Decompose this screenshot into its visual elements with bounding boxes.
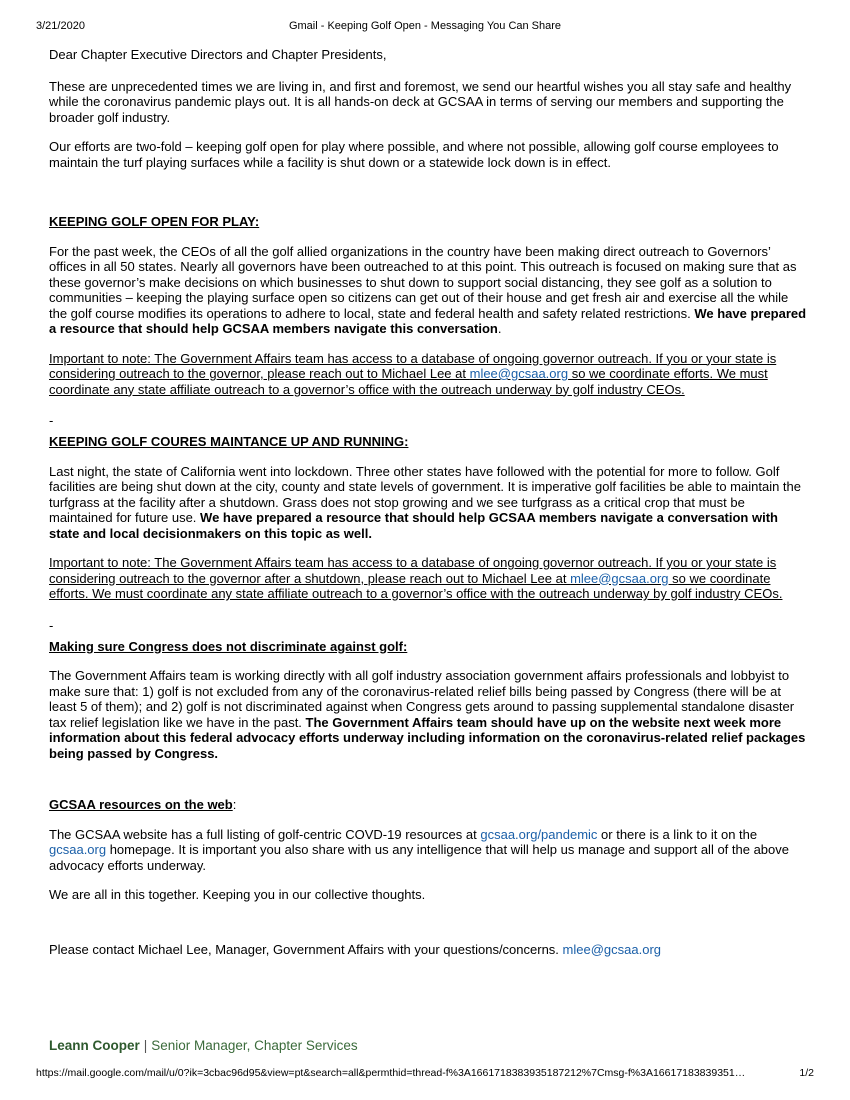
section4-body [49,827,809,874]
section1-body-bold: We have prepared a resource that should help GCSAA members navigate this conversation [49,305,807,336]
signature-role: Senior Manager, Chapter Services [151,1038,358,1053]
section4-body-c: homepage. It is important you also share with us any intelligence that will help us manage and support all of the above advocacy efforts underway. [49,842,789,873]
section-heading-keeping-golf-open: KEEPING GOLF OPEN FOR PLAY: [49,214,260,229]
contact-text: Please contact Michael Lee, Manager, Government Affairs with your questions/concerns. [49,941,563,957]
section1-email-link[interactable]: mlee@gcsaa.org [469,366,569,381]
section-heading-congress: Making sure Congress does not discriminate against golf: [49,638,408,654]
print-date: 3/21/2020 [36,20,85,32]
signature-separator: | [143,1038,148,1053]
section1-body-text: For the past week, the CEOs of all the golf allied organizations in the country have been making direct outreach to Governors’ offices in all 50 states. Nearly all governors have been outreached to at this point. This outreach is focused on making sure that as these governor’s make decisions on which businesses to shut down to support social distancing, they see golf as a solution to communities – keeping the playing surface open so citizens can get out of their house and get fresh air and exercise all the while the golf course modifies its operations to adhere to local, state and federal health and safety related restrictions. [49,243,797,321]
gcsaa-homepage-link[interactable]: gcsaa.org [49,842,107,857]
section2-dash: - [49,617,54,633]
print-header [36,19,814,33]
signature-name: Leann Cooper [49,1038,140,1053]
section-heading-resources-line [49,797,809,813]
pandemic-resources-link[interactable]: gcsaa.org/pandemic [480,826,598,842]
section2-note-text-a: Important to note: The Government Affairs team has access to a database of ongoing governor outreach. If you or your state is considering outreach to the governor after a shutdown, please reach out to Michael Lee at [49,555,777,586]
section3-body-text: The Government Affairs team is working directly with all golf industry association government affairs professionals and lobbyist to make sure that: 1) golf is not excluded from any of the coronavirus-related relief bills being passed by Congress (there will be at least 5 of them); and 2) golf is not discriminated against when Congress gets around to passing supplemental standalone disaster tax relief legislation like we have in the past. [49,668,795,730]
section3-body-bold: The Government Affairs team should have up on the website next week more information about this federal advocacy efforts underway including information on the coronavirus-related relief packages being passed by Congress. [49,714,806,761]
section4-body-b: or there is a link to it on the [597,826,758,842]
section2-note [49,555,809,602]
contact-email-link[interactable]: mlee@gcsaa.org [562,941,662,957]
contact-line [49,942,809,958]
print-footer [36,1066,814,1080]
section-heading-resources: GCSAA resources on the web [49,797,233,812]
section4-body-a: The GCSAA website has a full listing of golf-centric COVD-19 resources at [49,826,481,842]
section2-body [49,464,809,542]
section2-email-link[interactable]: mlee@gcsaa.org [570,570,669,586]
section2-note-text-b: so we coordinate efforts. We must coordinate any state affiliate outreach to a governor’s office with the outreach underway by golf industry CEOs. [49,570,783,601]
intro-paragraph-1: These are unprecedented times we are living in, and first and foremost, we send our heartful wishes you all stay safe and healthy while the coronavirus pandemic plays out. It is all hands-on deck at GCSAA in terms of serving our members and supporting the broader golf industry. [49,78,792,125]
section-heading-maintenance: KEEPING GOLF COURES MAINTANCE UP AND RUNNING: [49,434,409,449]
signature [49,1037,358,1054]
section2-body-text: Last night, the state of California went into lockdown. Three other states have followed with the potential for more to follow. Golf facilities are being shut down at the city, county and state levels of government. It is imperative golf facilities be able to maintain the turfgrass at the facility after a shutdown. Grass does not stop growing and we see turfgrass as a critical crop that must be maintained for future use. [49,463,801,525]
intro-paragraph-2: Our efforts are two-fold – keeping golf open for play where possible, and where not possible, allowing golf course employees to maintain the turf playing surfaces while a facility is shut down or a statewide lock down is in effect. [49,139,779,170]
page-number: 1/2 [799,1067,814,1079]
print-title: Gmail - Keeping Golf Open - Messaging You Can Share [288,20,562,32]
section1-dash: - [49,413,54,428]
section1-body-end: . [497,321,502,336]
print-url: https://mail.google.com/mail/u/0?ik=3cbac96d95&view=pt&search=all&permthid=thread-f%3A1661718383935187212%7Cmsg-f%3A16617183839351… [36,1067,746,1079]
section2-body-bold: We have prepared a resource that should help GCSAA members navigate a conversation with state and local decisionmakers on this topic as well. [49,510,778,541]
greeting: Dear Chapter Executive Directors and Chapter Presidents, [49,47,387,62]
section3-body [49,668,809,761]
section1-body [49,244,809,337]
section-heading-colon: : [232,797,237,812]
email-body [49,47,809,957]
section1-note [49,351,809,398]
section1-note-text-b: so we coordinate efforts. We must coordinate any state affiliate outreach to a governor’s office with the outreach underway by golf industry CEOs. [49,366,768,397]
closing-line: We are all in this together. Keeping you in our collective thoughts. [49,887,426,902]
section1-note-text-a: Important to note: The Government Affairs team has access to a database of ongoing governor outreach. If you or your state is considering outreach to the governor, please reach out to Michael Lee at [49,350,777,381]
